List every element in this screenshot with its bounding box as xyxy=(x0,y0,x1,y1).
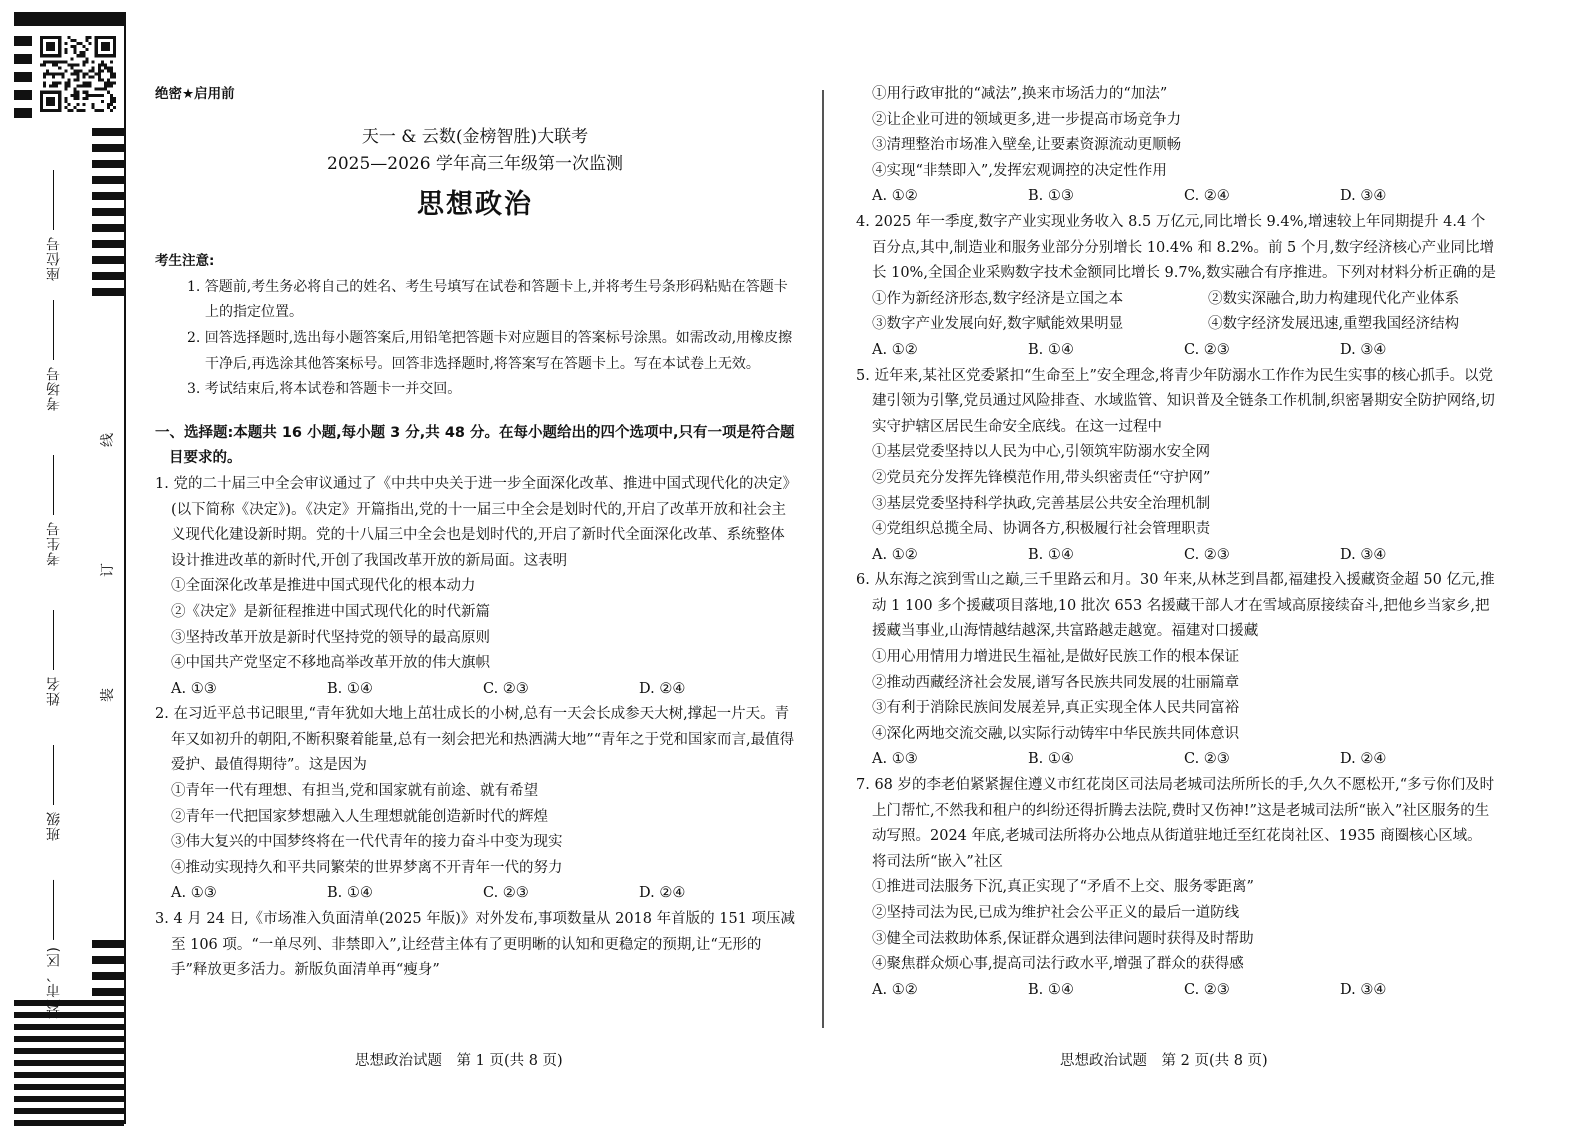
choice-a: A. ①③ xyxy=(872,751,918,768)
page-2-column xyxy=(856,82,1496,1003)
question-stem: 5. 近年来,某社区党委紧扣“生命至上”安全理念,将青少年防溺水工作作为民生实事的核心抓手。以党建引领为引擎,党员通过风险排查、水域监管、知识普及全链条工作机制,织密暑期安全防护网络,切实守护辖区居民生命安全底线。在这一过程中 xyxy=(856,367,1495,435)
statement: ①作为新经济形态,数字经济是立国之本 xyxy=(872,290,1124,307)
page-footer-left: 思想政治试题 第 1 页(共 8 页) xyxy=(355,1053,563,1069)
answer-choices xyxy=(155,677,795,703)
choice-b: B. ①④ xyxy=(327,680,373,697)
notice-title: 考生注意: xyxy=(155,253,215,270)
choice-d: D. ②④ xyxy=(639,885,686,902)
statement: ④数字经济发展迅速,重塑我国经济结构 xyxy=(1208,316,1460,333)
statement: ②党员充分发挥先锋模范作用,带头织密责任“守护网” xyxy=(872,469,1211,486)
statement: ②坚持司法为民,已成为维护社会公平正义的最后一道防线 xyxy=(872,905,1240,921)
statement: ③数字产业发展向好,数字赋能效果明显 xyxy=(872,316,1124,333)
choice-b: B. ①④ xyxy=(1028,546,1074,563)
binding-mark-staple: 订 xyxy=(100,563,116,577)
notice-item: 2. 回答选择题时,选出每小题答案后,用铅笔把答题卡对应题目的答案标号涂黑。如需改动,用橡皮擦干净后,再选涂其他答案标号。回答非选择题时,将答案写在答题卡上。写在本试卷上无效。 xyxy=(187,329,793,372)
choice-a: A. ①② xyxy=(872,188,918,205)
statement: ③有利于消除民族间发展差异,真正实现全体人民共同富裕 xyxy=(872,700,1240,717)
statement: ③健全司法救助体系,保证群众遇到法律问题时获得及时帮助 xyxy=(872,930,1254,947)
choice-d: D. ③④ xyxy=(1340,981,1387,998)
notice-item: 1. 答题前,考生务必将自己的姓名、考生号填写在试卷和答题卡上,并将考生号条形码粘贴在答题卡上的指定位置。 xyxy=(187,278,788,321)
choice-c: C. ②④ xyxy=(1184,188,1230,205)
choice-a: A. ①③ xyxy=(171,885,217,902)
statement: ①基层党委坚持以人民为中心,引领筑牢防溺水安全网 xyxy=(872,444,1211,461)
statement: ①推进司法服务下沉,真正实现了“矛盾不上交、服务零距离” xyxy=(872,879,1254,896)
notice-item: 3. 考试结束后,将本试卷和答题卡一并交回。 xyxy=(187,381,462,398)
statement: ③伟大复兴的中国梦终将在一代代青年的接力奋斗中变为现实 xyxy=(171,834,563,851)
column-divider xyxy=(822,90,824,1028)
seat-number-field[interactable]: 座位号 xyxy=(44,170,64,281)
question-7 xyxy=(856,773,1496,1003)
class-field[interactable]: 班级 xyxy=(44,745,64,841)
statement: ②数实深融合,助力构建现代化产业体系 xyxy=(1208,290,1460,307)
answer-choices xyxy=(155,881,795,907)
choice-d: D. ③④ xyxy=(1340,546,1387,563)
statement: ①用行政审批的“减法”,换来市场活力的“加法” xyxy=(872,86,1168,102)
choice-d: D. ③④ xyxy=(1340,188,1387,205)
section-heading: 一、选择题:本题共 16 小题,每小题 3 分,共 48 分。在每小题给出的四个选项中,只有一项是符合题目要求的。 xyxy=(155,424,795,467)
statement: ④聚焦群众烦心事,提高司法行政水平,增强了群众的获得感 xyxy=(872,956,1244,973)
subject-title: 思想政治 xyxy=(417,188,533,220)
question-stem: 4. 2025 年一季度,数字产业实现业务收入 8.5 万亿元,同比增长 9.4%,增速较上年同期提升 4.4 个百分点,其中,制造业和服务业部分分别增长 10.4% 和 8.2%。前 5 个月,数字经济核心产业同比增长 10%,全国企业采购数字技术金额同比增长 9.7%,数实融合有序推进。下列对材料分析正确的是 xyxy=(856,213,1496,282)
choice-d: D. ②④ xyxy=(1340,751,1387,768)
exam-title-line1: 天一 & 云数(金榜智胜)大联考 xyxy=(361,126,589,147)
question-stem: 7. 68 岁的李老伯紧紧握住遵义市红花岗区司法局老城司法所所长的手,久久不愿松开,“多亏你们及时上门帮忙,不然我和租户的纠纷还得折腾去法院,费时又伤神!”这是老城司法所“嵌入”社区服务的生动写照。2024 年底,老城司法所将办公地点从街道驻地迁至红花岗社区、1935 商圈核心区域。将司法所“嵌入”社区 xyxy=(856,777,1495,870)
statement: ③清理整治市场准入壁垒,让要素资源流动更顺畅 xyxy=(872,137,1182,154)
name-field[interactable]: 姓名 xyxy=(44,610,64,706)
confidential-mark: 绝密★启用前 xyxy=(155,86,235,102)
choice-b: B. ①④ xyxy=(1028,751,1074,768)
statement: ③坚持改革开放是新时代坚持党的领导的最高原则 xyxy=(171,629,490,646)
page-footer-right: 思想政治试题 第 2 页(共 8 页) xyxy=(1060,1053,1268,1069)
statement: ④深化两地交流交融,以实际行动铸牢中华民族共同体意识 xyxy=(872,725,1240,742)
binding-mark-line: 线 xyxy=(100,433,116,447)
binding-mark-bind: 装 xyxy=(100,688,116,702)
choice-a: A. ①② xyxy=(872,341,918,358)
statement: ②《决定》是新征程推进中国式现代化的时代新篇 xyxy=(171,603,490,620)
question-stem: 1. 党的二十届三中全会审议通过了《中共中央关于进一步全面深化改革、推进中国式现代化的决定》(以下简称《决定》)。《决定》开篇指出,党的十一届三中全会是划时代的,开启了改革开放和社会主义现代化建设新时期。党的十八届三中全会也是划时代的,开启了新时代全面深化改革、系统整体设计推进改革的新时代,开创了我国改革开放的新局面。这表明 xyxy=(155,475,790,569)
choice-a: A. ①② xyxy=(872,546,918,563)
answer-choices xyxy=(856,338,1496,364)
choice-b: B. ①③ xyxy=(1028,188,1074,205)
student-number-field[interactable]: 考生号 xyxy=(44,455,64,566)
question-3-continued xyxy=(856,82,1496,210)
answer-choices xyxy=(856,747,1496,773)
statement: ①全面深化改革是推进中国式现代化的根本动力 xyxy=(171,578,476,595)
choice-b: B. ①④ xyxy=(1028,981,1074,998)
statement: ④推动实现持久和平共同繁荣的世界梦离不开青年一代的努力 xyxy=(171,859,563,876)
question-stem: 3. 4 月 24 日,《市场准入负面清单(2025 年版)》对外发布,事项数量从 2018 年首版的 151 项压减至 106 项。“一单尽列、非禁即入”,让经营主体有了更明晰的认知和更稳定的预期,让“无形的手”释放更多活力。新版负面清单再“瘦身” xyxy=(155,911,796,979)
statement: ④党组织总揽全局、协调各方,积极履行社会管理职责 xyxy=(872,521,1211,538)
statement: ④实现“非禁即入”,发挥宏观调控的决定性作用 xyxy=(872,162,1167,179)
question-2 xyxy=(155,702,795,907)
statement: ②让企业可进的领域更多,进一步提高市场竞争力 xyxy=(872,111,1182,128)
choice-c: C. ②③ xyxy=(1184,981,1230,998)
statement: ②青年一代把国家梦想融入人生理想就能创造新时代的辉煌 xyxy=(171,808,548,825)
statement: ③基层党委坚持科学执政,完善基层公共安全治理机制 xyxy=(872,495,1211,512)
answer-choices xyxy=(856,184,1496,210)
question-1 xyxy=(155,472,795,702)
choice-c: C. ②③ xyxy=(1184,341,1230,358)
statement: ①青年一代有理想、有担当,党和国家就有前途、就有希望 xyxy=(171,783,539,800)
county-field[interactable]: 县(市、区) xyxy=(44,880,64,1019)
question-stem: 6. 从东海之滨到雪山之巅,三千里路云和月。30 年来,从林芝到昌都,福建投入援藏资金超 50 亿元,推动 1 100 多个援藏项目落地,10 批次 653 名援藏干部人才在雪域高原接续奋斗,把他乡当家乡,把援藏当事业,山海情越结越深,共富路越走越宽。福建对口援藏 xyxy=(856,572,1495,640)
question-5 xyxy=(856,364,1496,569)
question-6 xyxy=(856,568,1496,773)
choice-a: A. ①③ xyxy=(171,680,217,697)
choice-b: B. ①④ xyxy=(327,885,373,902)
choice-d: D. ③④ xyxy=(1340,341,1387,358)
choice-b: B. ①④ xyxy=(1028,341,1074,358)
choice-c: C. ②③ xyxy=(483,885,529,902)
choice-d: D. ②④ xyxy=(639,680,686,697)
statement: ①用心用情用力增进民生福祉,是做好民族工作的根本保证 xyxy=(872,649,1240,666)
statements-grid xyxy=(856,287,1496,338)
page-1-column xyxy=(155,82,795,984)
statement: ④中国共产党坚定不移地高举改革开放的伟大旗帜 xyxy=(171,655,490,672)
answer-choices xyxy=(856,978,1496,1004)
statement: ②推动西藏经济社会发展,谱写各民族共同发展的壮丽篇章 xyxy=(872,674,1240,691)
question-4 xyxy=(856,210,1496,364)
choice-c: C. ②③ xyxy=(1184,546,1230,563)
question-stem: 2. 在习近平总书记眼里,“青年犹如大地上茁壮成长的小树,总有一天会长成参天大树,撑起一片天。青年又如初升的朝阳,不断积聚着能量,总有一刻会把光和热洒满大地”“青年之于党和国家而言,最值得爱护、最值得期待”。这是因为 xyxy=(155,706,795,774)
answer-choices xyxy=(856,543,1496,569)
qr-code xyxy=(40,36,116,112)
choice-c: C. ②③ xyxy=(1184,751,1230,768)
choice-c: C. ②③ xyxy=(483,680,529,697)
exam-room-field[interactable]: 考场号 xyxy=(44,300,64,411)
choice-a: A. ①② xyxy=(872,981,918,998)
question-3-stem-part xyxy=(155,907,795,984)
exam-title-line2: 2025—2026 学年高三年级第一次监测 xyxy=(327,153,623,174)
